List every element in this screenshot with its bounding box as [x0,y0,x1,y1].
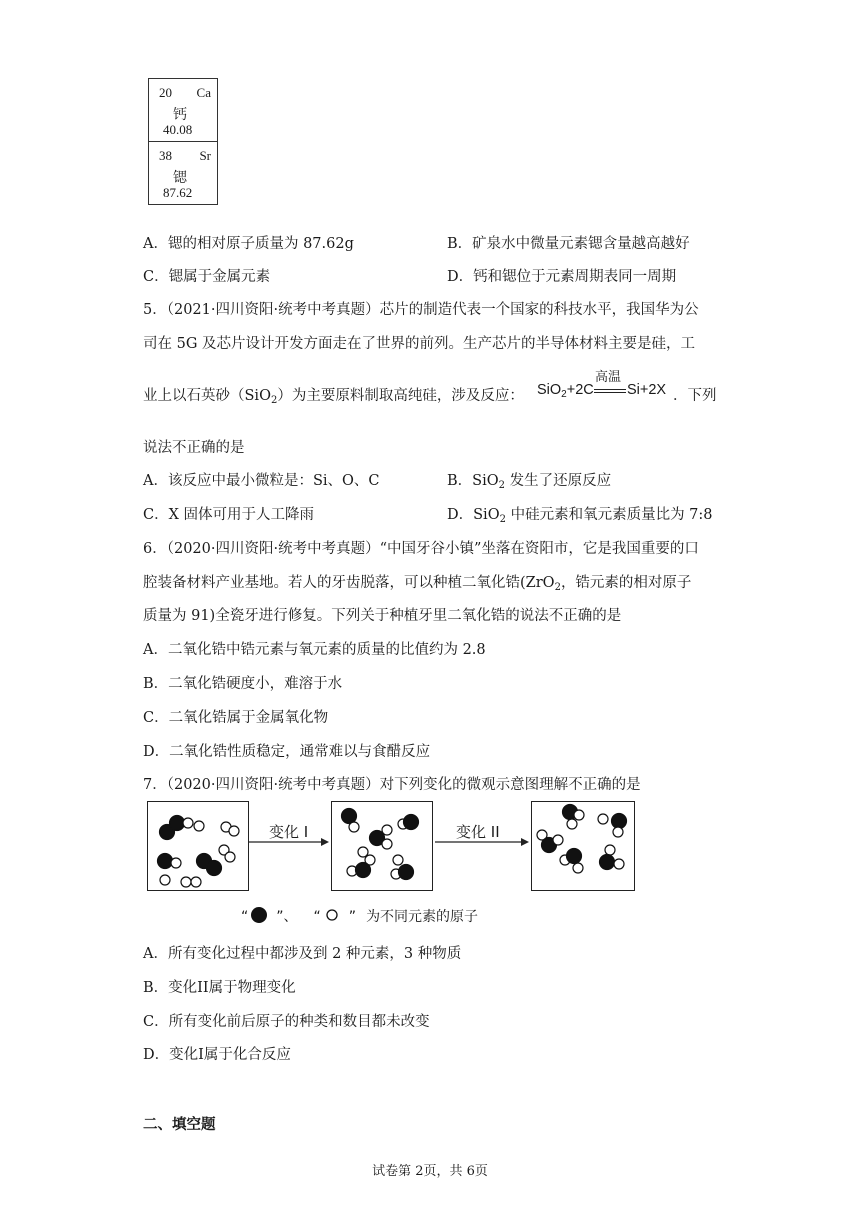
q5-reaction-equation: SiO$_2$+2C [537,382,594,400]
q6-option-b: B．二氧化锆硬度小，难溶于水 [143,676,343,692]
q7-option-a: A．所有变化过程中都涉及到 2 种元素，3 种物质 [143,946,462,962]
reaction-condition: 高温 [595,370,622,385]
white-atom-icon [321,906,343,924]
q7-stem: 7．（2020·四川资阳·统考中考真题）对下列变化的微观示意图理解不正确的是 [143,777,641,793]
q7-option-c: C．所有变化前后原子的种类和数目都未改变 [143,1014,430,1030]
equation-bar-top [594,389,626,390]
equation-bar-bottom [594,392,626,393]
element-name: 锶 [173,171,187,186]
atom-legend: “ ”、 “ ” 为不同元素的原子 [241,906,478,926]
atomic-number: 38 [159,148,172,163]
diagram-state-3 [531,801,635,891]
calcium-card [149,79,217,141]
atomic-mass: 87.62 [163,185,193,200]
q5-stem-line2: 司在 5G 及芯片设计开发方面走在了世界的前列。生产芯片的半导体材料主要是硅，工 [143,336,696,352]
element-name: 钙 [173,108,187,123]
q5-stem-line4: 说法不正确的是 [143,440,245,456]
page-footer: 试卷第 2页，共 6页 [372,1164,488,1179]
q6-option-a: A．二氧化锆中锆元素与氧元素的质量的比值约为 2.8 [143,642,486,658]
arrow-icon [247,836,331,848]
change-2-label: 变化 II [456,823,500,841]
q5-option-d: D．SiO$_2$ 中硅元素和氧元素质量比为 7:8 [447,507,713,525]
arrow-icon [433,836,531,848]
q6-option-c: C．二氧化锆属于金属氧化物 [143,710,329,726]
q6-stem-line2: 腔装备材料产业基地。若人的牙齿脱落，可以种植二氧化锆(ZrO$_2$，锆元素的相对原子 [143,575,692,593]
black-atom-icon [248,906,270,924]
q4-option-c: C．锶属于金属元素 [143,269,271,285]
q5-stem-line3: 业上以石英砂（SiO$_2$）为主要原料制取高纯硅，涉及反应： [143,388,524,406]
equation-products: Si+2X [627,382,667,398]
molecule-diagram-3 [532,802,634,890]
diagram-state-2 [331,801,433,891]
q5-option-b: B．SiO$_2$ 发生了还原反应 [447,473,612,491]
strontium-card [149,141,217,204]
q6-option-d: D．二氧化锆性质稳定，通常难以与食醋反应 [143,744,431,760]
periodic-table-cards [148,78,218,205]
molecule-diagram-2 [332,802,432,890]
diagram-state-1 [147,801,249,891]
q4-option-d: D．钙和锶位于元素周期表同一周期 [447,269,677,285]
q5-option-c: C．X 固体可用于人工降雨 [143,507,315,523]
q7-option-b: B．变化II属于物理变化 [143,980,296,996]
q5-stem-line1: 5．（2021·四川资阳·统考中考真题）芯片的制造代表一个国家的科技水平，我国华为公 [143,302,699,318]
q4-option-b: B．矿泉水中微量元素锶含量越高越好 [447,236,690,252]
q5-stem-line3-suffix: ．下列 [673,388,717,404]
q5-option-a: A．该反应中最小微粒是：Si、O、C [143,473,380,489]
atomic-mass: 40.08 [163,122,193,137]
atomic-number: 20 [159,85,172,100]
element-symbol: Sr [199,148,211,163]
section-heading: 二、填空题 [143,1117,216,1133]
q4-option-a: A．锶的相对原子质量为 87.62g [143,236,354,252]
q7-option-d: D．变化I属于化合反应 [143,1047,291,1063]
element-symbol: Ca [196,85,211,100]
q6-stem-line3: 质量为 91)全瓷牙进行修复。下列关于种植牙里二氧化锆的说法不正确的是 [143,608,622,624]
q6-stem-line1: 6．（2020·四川资阳·统考中考真题）“中国牙谷小镇”坐落在资阳市，它是我国重要的口 [143,541,699,557]
molecule-diagram-1 [148,802,248,890]
change-1-label: 变化 I [269,823,309,841]
